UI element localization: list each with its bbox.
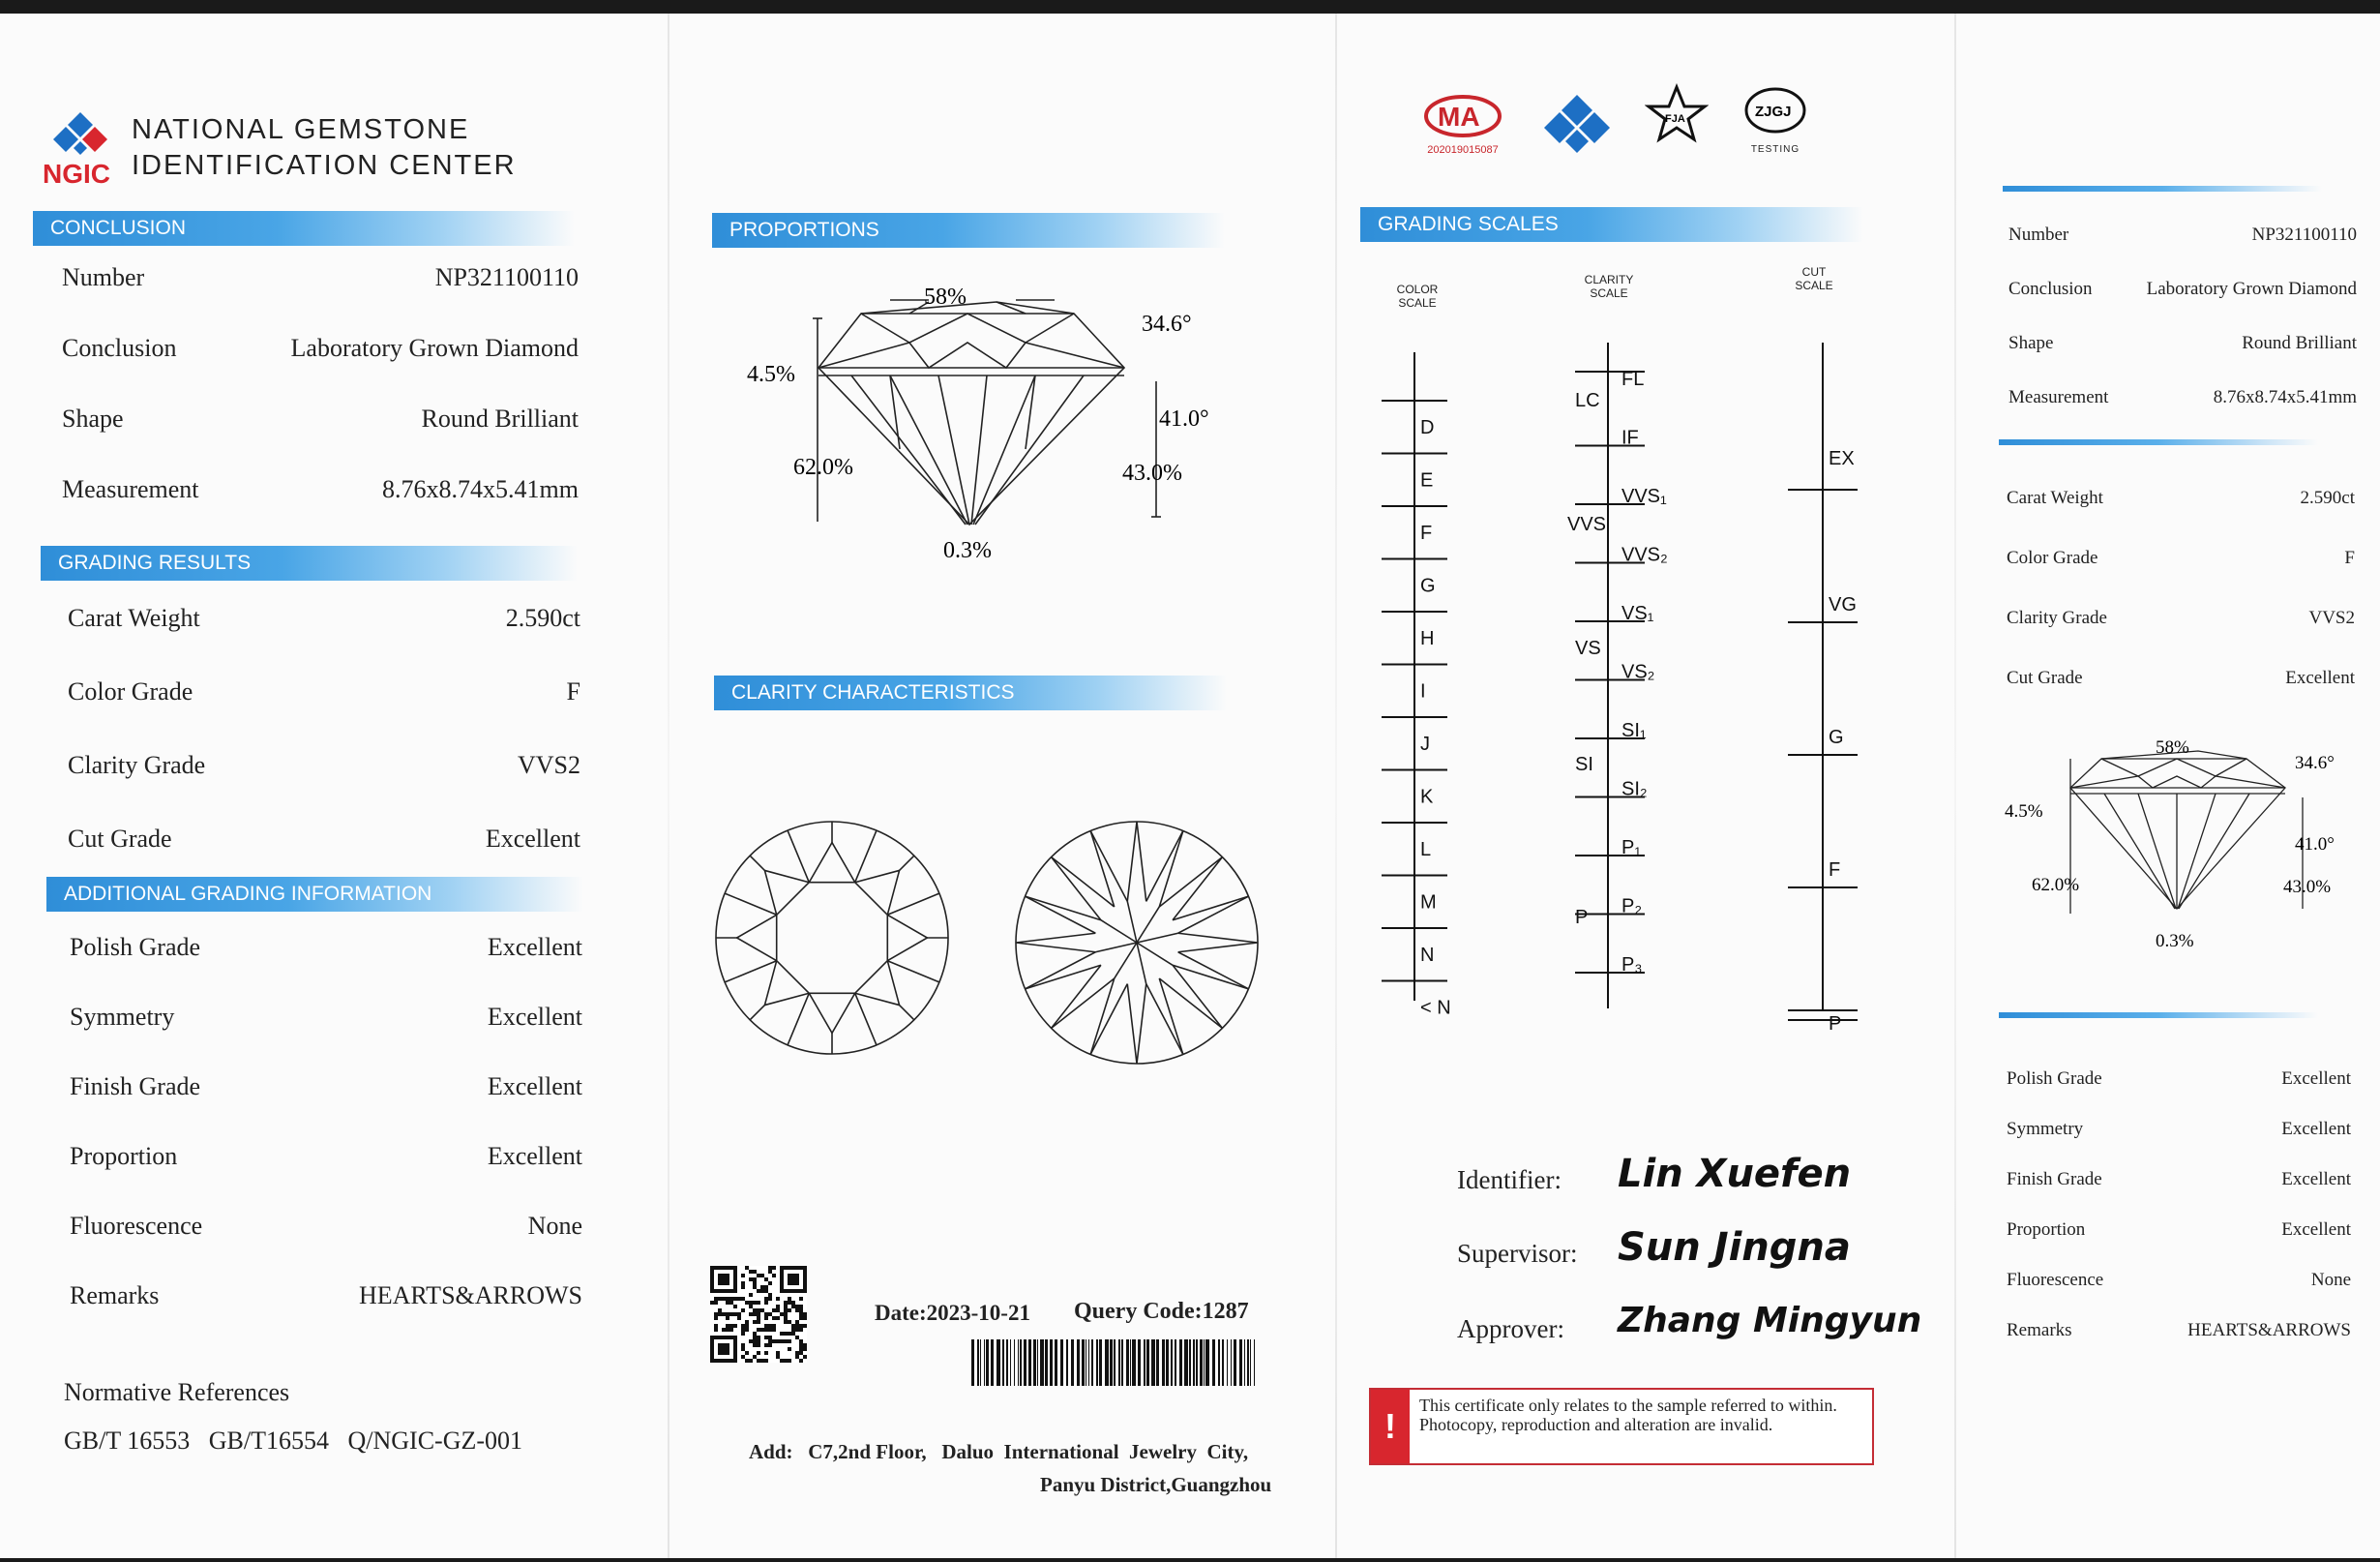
right-top-row bbox=[2008, 387, 2357, 408]
cut-grade-label: F bbox=[1829, 859, 1841, 881]
color-scale-title: COLOR SCALE bbox=[1396, 283, 1439, 310]
right-divider bbox=[1999, 439, 2318, 445]
result-label: Carat Weight bbox=[68, 604, 200, 632]
section-proportions: PROPORTIONS bbox=[712, 213, 1225, 248]
right-bottom-value: Excellent bbox=[2281, 1169, 2351, 1189]
additional-row bbox=[70, 1003, 582, 1032]
cma-number: 202019015087 bbox=[1427, 144, 1499, 156]
right-mid-label: Clarity Grade bbox=[2007, 608, 2107, 628]
additional-value: Excellent bbox=[487, 1072, 582, 1100]
fold-line bbox=[1335, 14, 1337, 1558]
supervisor-label: Supervisor: bbox=[1457, 1239, 1578, 1268]
conclusion-value: 8.76x8.74x5.41mm bbox=[382, 475, 579, 503]
prop-total-depth: 62.0% bbox=[793, 455, 853, 480]
conclusion-value: NP321100110 bbox=[434, 263, 579, 291]
clarity-scale-title: CLARITY SCALE bbox=[1584, 273, 1634, 300]
conclusion-row bbox=[62, 263, 579, 292]
right-prop-pavilion-depth: 43.0% bbox=[2283, 877, 2332, 897]
right-bottom-label: Proportion bbox=[2007, 1219, 2086, 1240]
result-label: Clarity Grade bbox=[68, 751, 206, 779]
additional-value: Excellent bbox=[487, 1142, 582, 1170]
right-top-value: NP321100110 bbox=[2251, 225, 2357, 245]
color-grade-label: < N bbox=[1420, 997, 1451, 1019]
clarity-grade-label: VS₂ bbox=[1621, 661, 1655, 683]
section-clarity: CLARITY CHARACTERISTICS bbox=[714, 676, 1227, 710]
pavilion-view-diagram bbox=[1006, 817, 1267, 1068]
right-proportion-diagram bbox=[1993, 730, 2370, 962]
prop-pavilion-angle: 41.0° bbox=[1159, 406, 1209, 432]
right-top-row bbox=[2008, 225, 2357, 246]
right-bottom-row bbox=[2007, 1068, 2351, 1090]
right-prop-crown-angle: 34.6° bbox=[2295, 753, 2335, 773]
right-mid-label: Color Grade bbox=[2007, 548, 2098, 568]
section-grading-scales: GRADING SCALES bbox=[1360, 207, 1863, 242]
result-row bbox=[68, 604, 580, 633]
supervisor-signature: Sun Jingna bbox=[1618, 1225, 1851, 1270]
right-top-row bbox=[2008, 279, 2357, 300]
additional-value: Excellent bbox=[487, 1003, 582, 1031]
fold-line bbox=[668, 14, 669, 1558]
right-top-value: 8.76x8.74x5.41mm bbox=[2213, 387, 2357, 407]
additional-row bbox=[70, 933, 582, 962]
conclusion-row bbox=[62, 405, 579, 434]
color-grade-label: D bbox=[1420, 417, 1435, 438]
approver-signature: Zhang Mingyun bbox=[1618, 1301, 1922, 1340]
identifier-label: Identifier: bbox=[1457, 1165, 1562, 1194]
right-bottom-value: Excellent bbox=[2281, 1219, 2351, 1240]
proportion-diagram bbox=[735, 275, 1238, 575]
result-label: Cut Grade bbox=[68, 825, 172, 853]
zjgj-text: ZJGJ bbox=[1755, 104, 1792, 120]
right-mid-row bbox=[2007, 608, 2355, 629]
color-grade-label: M bbox=[1420, 891, 1437, 914]
right-bottom-label: Fluorescence bbox=[2007, 1270, 2104, 1290]
cma-text: MA bbox=[1438, 102, 1480, 132]
conclusion-value: Laboratory Grown Diamond bbox=[290, 334, 579, 362]
right-mid-label: Carat Weight bbox=[2007, 488, 2103, 508]
conclusion-row bbox=[62, 475, 579, 504]
clarity-grade-label: VVS₁ bbox=[1621, 486, 1667, 507]
conclusion-label: Number bbox=[62, 263, 145, 291]
section-conclusion: CONCLUSION bbox=[33, 211, 575, 246]
issue-date: Date:2023-10-21 bbox=[875, 1301, 1030, 1325]
clarity-group-label: SI bbox=[1575, 754, 1593, 775]
conclusion-label: Shape bbox=[62, 405, 124, 433]
right-prop-table: 58% bbox=[2156, 737, 2189, 758]
warning-box bbox=[1369, 1388, 1874, 1465]
right-mid-label: Cut Grade bbox=[2007, 668, 2083, 688]
cma-logo bbox=[1422, 91, 1503, 156]
clarity-group-label: LC bbox=[1575, 390, 1600, 411]
right-mid-value: F bbox=[2344, 548, 2355, 568]
result-row bbox=[68, 751, 580, 780]
prop-pavilion-depth: 43.0% bbox=[1122, 461, 1182, 486]
conclusion-label: Measurement bbox=[62, 475, 199, 503]
cut-grade-label: G bbox=[1829, 727, 1844, 748]
identifier-signature: Lin Xuefen bbox=[1618, 1152, 1852, 1196]
clarity-grade-label: VVS₂ bbox=[1621, 544, 1668, 566]
grading-scales-chart bbox=[1354, 333, 1896, 1030]
fja-text: FJA bbox=[1665, 113, 1685, 125]
org-name-line1: NATIONAL GEMSTONE bbox=[132, 114, 470, 145]
additional-label: Finish Grade bbox=[70, 1072, 201, 1100]
normative-title: Normative References bbox=[64, 1378, 290, 1406]
color-grade-label: K bbox=[1420, 786, 1434, 808]
conclusion-value: Round Brilliant bbox=[421, 405, 579, 433]
additional-value: Excellent bbox=[487, 933, 582, 961]
color-grade-label: H bbox=[1420, 628, 1435, 649]
right-bottom-value: HEARTS&ARROWS bbox=[2187, 1320, 2351, 1340]
crown-view-diagram bbox=[711, 817, 953, 1059]
right-mid-value: Excellent bbox=[2285, 668, 2355, 688]
clarity-group-label: P bbox=[1575, 907, 1589, 928]
additional-label: Fluorescence bbox=[70, 1212, 203, 1240]
clarity-grade-label: P₃ bbox=[1621, 954, 1643, 976]
right-bottom-row bbox=[2007, 1320, 2351, 1341]
clarity-grade-label: P₂ bbox=[1621, 895, 1643, 917]
result-value: VVS2 bbox=[517, 751, 580, 779]
cut-grade-label: EX bbox=[1829, 448, 1855, 469]
right-bottom-value: None bbox=[2310, 1270, 2351, 1290]
prop-culet: 0.3% bbox=[943, 538, 992, 563]
clarity-grade-label: VS₁ bbox=[1621, 603, 1654, 624]
right-divider bbox=[1999, 1012, 2318, 1018]
right-mid-row bbox=[2007, 548, 2355, 569]
org-name-line2: IDENTIFICATION CENTER bbox=[132, 150, 517, 181]
certificate-sheet bbox=[0, 14, 2380, 1558]
zjgj-logo bbox=[1741, 85, 1809, 155]
result-row bbox=[68, 825, 580, 854]
additional-row bbox=[70, 1281, 582, 1310]
prop-girdle: 4.5% bbox=[747, 362, 795, 387]
additional-row bbox=[70, 1142, 582, 1171]
result-row bbox=[68, 677, 580, 706]
result-value: Excellent bbox=[485, 825, 580, 853]
right-divider bbox=[2003, 186, 2322, 192]
result-value: 2.590ct bbox=[505, 604, 580, 632]
color-grade-label: E bbox=[1420, 469, 1434, 492]
additional-label: Symmetry bbox=[70, 1003, 175, 1031]
prop-table: 58% bbox=[924, 285, 967, 310]
normative-refs: GB/T 16553 GB/T16554 Q/NGIC-GZ-001 bbox=[64, 1427, 523, 1455]
section-grading-results: GRADING RESULTS bbox=[41, 546, 578, 581]
right-top-value: Laboratory Grown Diamond bbox=[2146, 279, 2357, 299]
right-bottom-row bbox=[2007, 1219, 2351, 1241]
additional-value: None bbox=[527, 1212, 582, 1240]
clarity-group-label: VVS bbox=[1567, 514, 1607, 535]
address-line1: Add: C7,2nd Floor, Daluo International Jewelry City, bbox=[749, 1440, 1249, 1463]
warning-text: This certificate only relates to the sample referred to within. Photocopy, reproduction and alteration are invalid. bbox=[1419, 1396, 1837, 1434]
clarity-grade-label: SI₂ bbox=[1621, 778, 1648, 800]
warning-icon: ! bbox=[1371, 1390, 1410, 1463]
right-bottom-label: Symmetry bbox=[2007, 1119, 2084, 1139]
right-prop-girdle: 4.5% bbox=[2005, 801, 2043, 822]
fold-line bbox=[1954, 14, 1956, 1558]
clarity-grade-label: IF bbox=[1621, 427, 1639, 449]
color-grade-label: F bbox=[1420, 523, 1433, 544]
cut-grade-label: P bbox=[1829, 1013, 1842, 1030]
testing-text: TESTING bbox=[1750, 144, 1800, 155]
clarity-grade-label: SI₁ bbox=[1621, 720, 1647, 741]
color-grade-label: N bbox=[1420, 945, 1435, 966]
cut-scale-title: CUT SCALE bbox=[1795, 265, 1833, 292]
additional-label: Proportion bbox=[70, 1142, 178, 1170]
right-prop-culet: 0.3% bbox=[2156, 931, 2194, 951]
right-bottom-label: Polish Grade bbox=[2007, 1068, 2102, 1089]
conclusion-label: Conclusion bbox=[62, 334, 177, 362]
section-additional: ADDITIONAL GRADING INFORMATION bbox=[46, 877, 583, 912]
color-grade-label: L bbox=[1420, 839, 1432, 860]
additional-label: Polish Grade bbox=[70, 933, 201, 961]
ngic-logo-icon bbox=[48, 108, 112, 163]
right-mid-value: 2.590ct bbox=[2300, 488, 2355, 508]
right-bottom-row bbox=[2007, 1169, 2351, 1190]
right-bottom-value: Excellent bbox=[2281, 1119, 2351, 1139]
color-grade-label: I bbox=[1420, 680, 1426, 703]
right-top-label: Shape bbox=[2008, 333, 2054, 353]
additional-label: Remarks bbox=[70, 1281, 160, 1309]
right-top-label: Conclusion bbox=[2008, 279, 2093, 299]
right-mid-value: VVS2 bbox=[2308, 608, 2355, 628]
color-grade-label: G bbox=[1420, 575, 1436, 597]
address-line2: Panyu District,Guangzhou bbox=[1040, 1473, 1272, 1496]
clarity-group-label: VS bbox=[1575, 638, 1601, 659]
additional-row bbox=[70, 1212, 582, 1241]
right-top-label: Number bbox=[2008, 225, 2069, 245]
result-value: F bbox=[566, 677, 580, 706]
additional-value: HEARTS&ARROWS bbox=[358, 1281, 582, 1309]
cut-grade-label: VG bbox=[1829, 594, 1857, 616]
right-prop-total-depth: 62.0% bbox=[2032, 875, 2080, 895]
right-bottom-row bbox=[2007, 1270, 2351, 1291]
qr-code-icon bbox=[710, 1266, 807, 1363]
prop-crown-angle: 34.6° bbox=[1142, 312, 1192, 337]
right-prop-pavilion-angle: 41.0° bbox=[2295, 834, 2335, 855]
fja-star-icon bbox=[1645, 83, 1709, 147]
ngic-emblem-icon bbox=[1540, 91, 1614, 159]
query-code: Query Code:1287 bbox=[1074, 1299, 1249, 1324]
conclusion-row bbox=[62, 334, 579, 363]
approver-label: Approver: bbox=[1457, 1314, 1564, 1343]
right-top-value: Round Brilliant bbox=[2242, 333, 2357, 353]
barcode-icon bbox=[969, 1339, 1260, 1386]
clarity-grade-label: P₁ bbox=[1621, 837, 1642, 858]
right-top-row bbox=[2008, 333, 2357, 354]
right-bottom-label: Remarks bbox=[2007, 1320, 2072, 1340]
clarity-grade-label: FL bbox=[1621, 369, 1645, 390]
result-label: Color Grade bbox=[68, 677, 193, 706]
logo-text: NGIC bbox=[43, 159, 110, 189]
right-bottom-row bbox=[2007, 1119, 2351, 1140]
right-top-label: Measurement bbox=[2008, 387, 2109, 407]
right-mid-row bbox=[2007, 668, 2355, 689]
right-bottom-label: Finish Grade bbox=[2007, 1169, 2102, 1189]
additional-row bbox=[70, 1072, 582, 1101]
right-bottom-value: Excellent bbox=[2281, 1068, 2351, 1089]
color-grade-label: J bbox=[1420, 734, 1430, 755]
right-mid-row bbox=[2007, 488, 2355, 509]
